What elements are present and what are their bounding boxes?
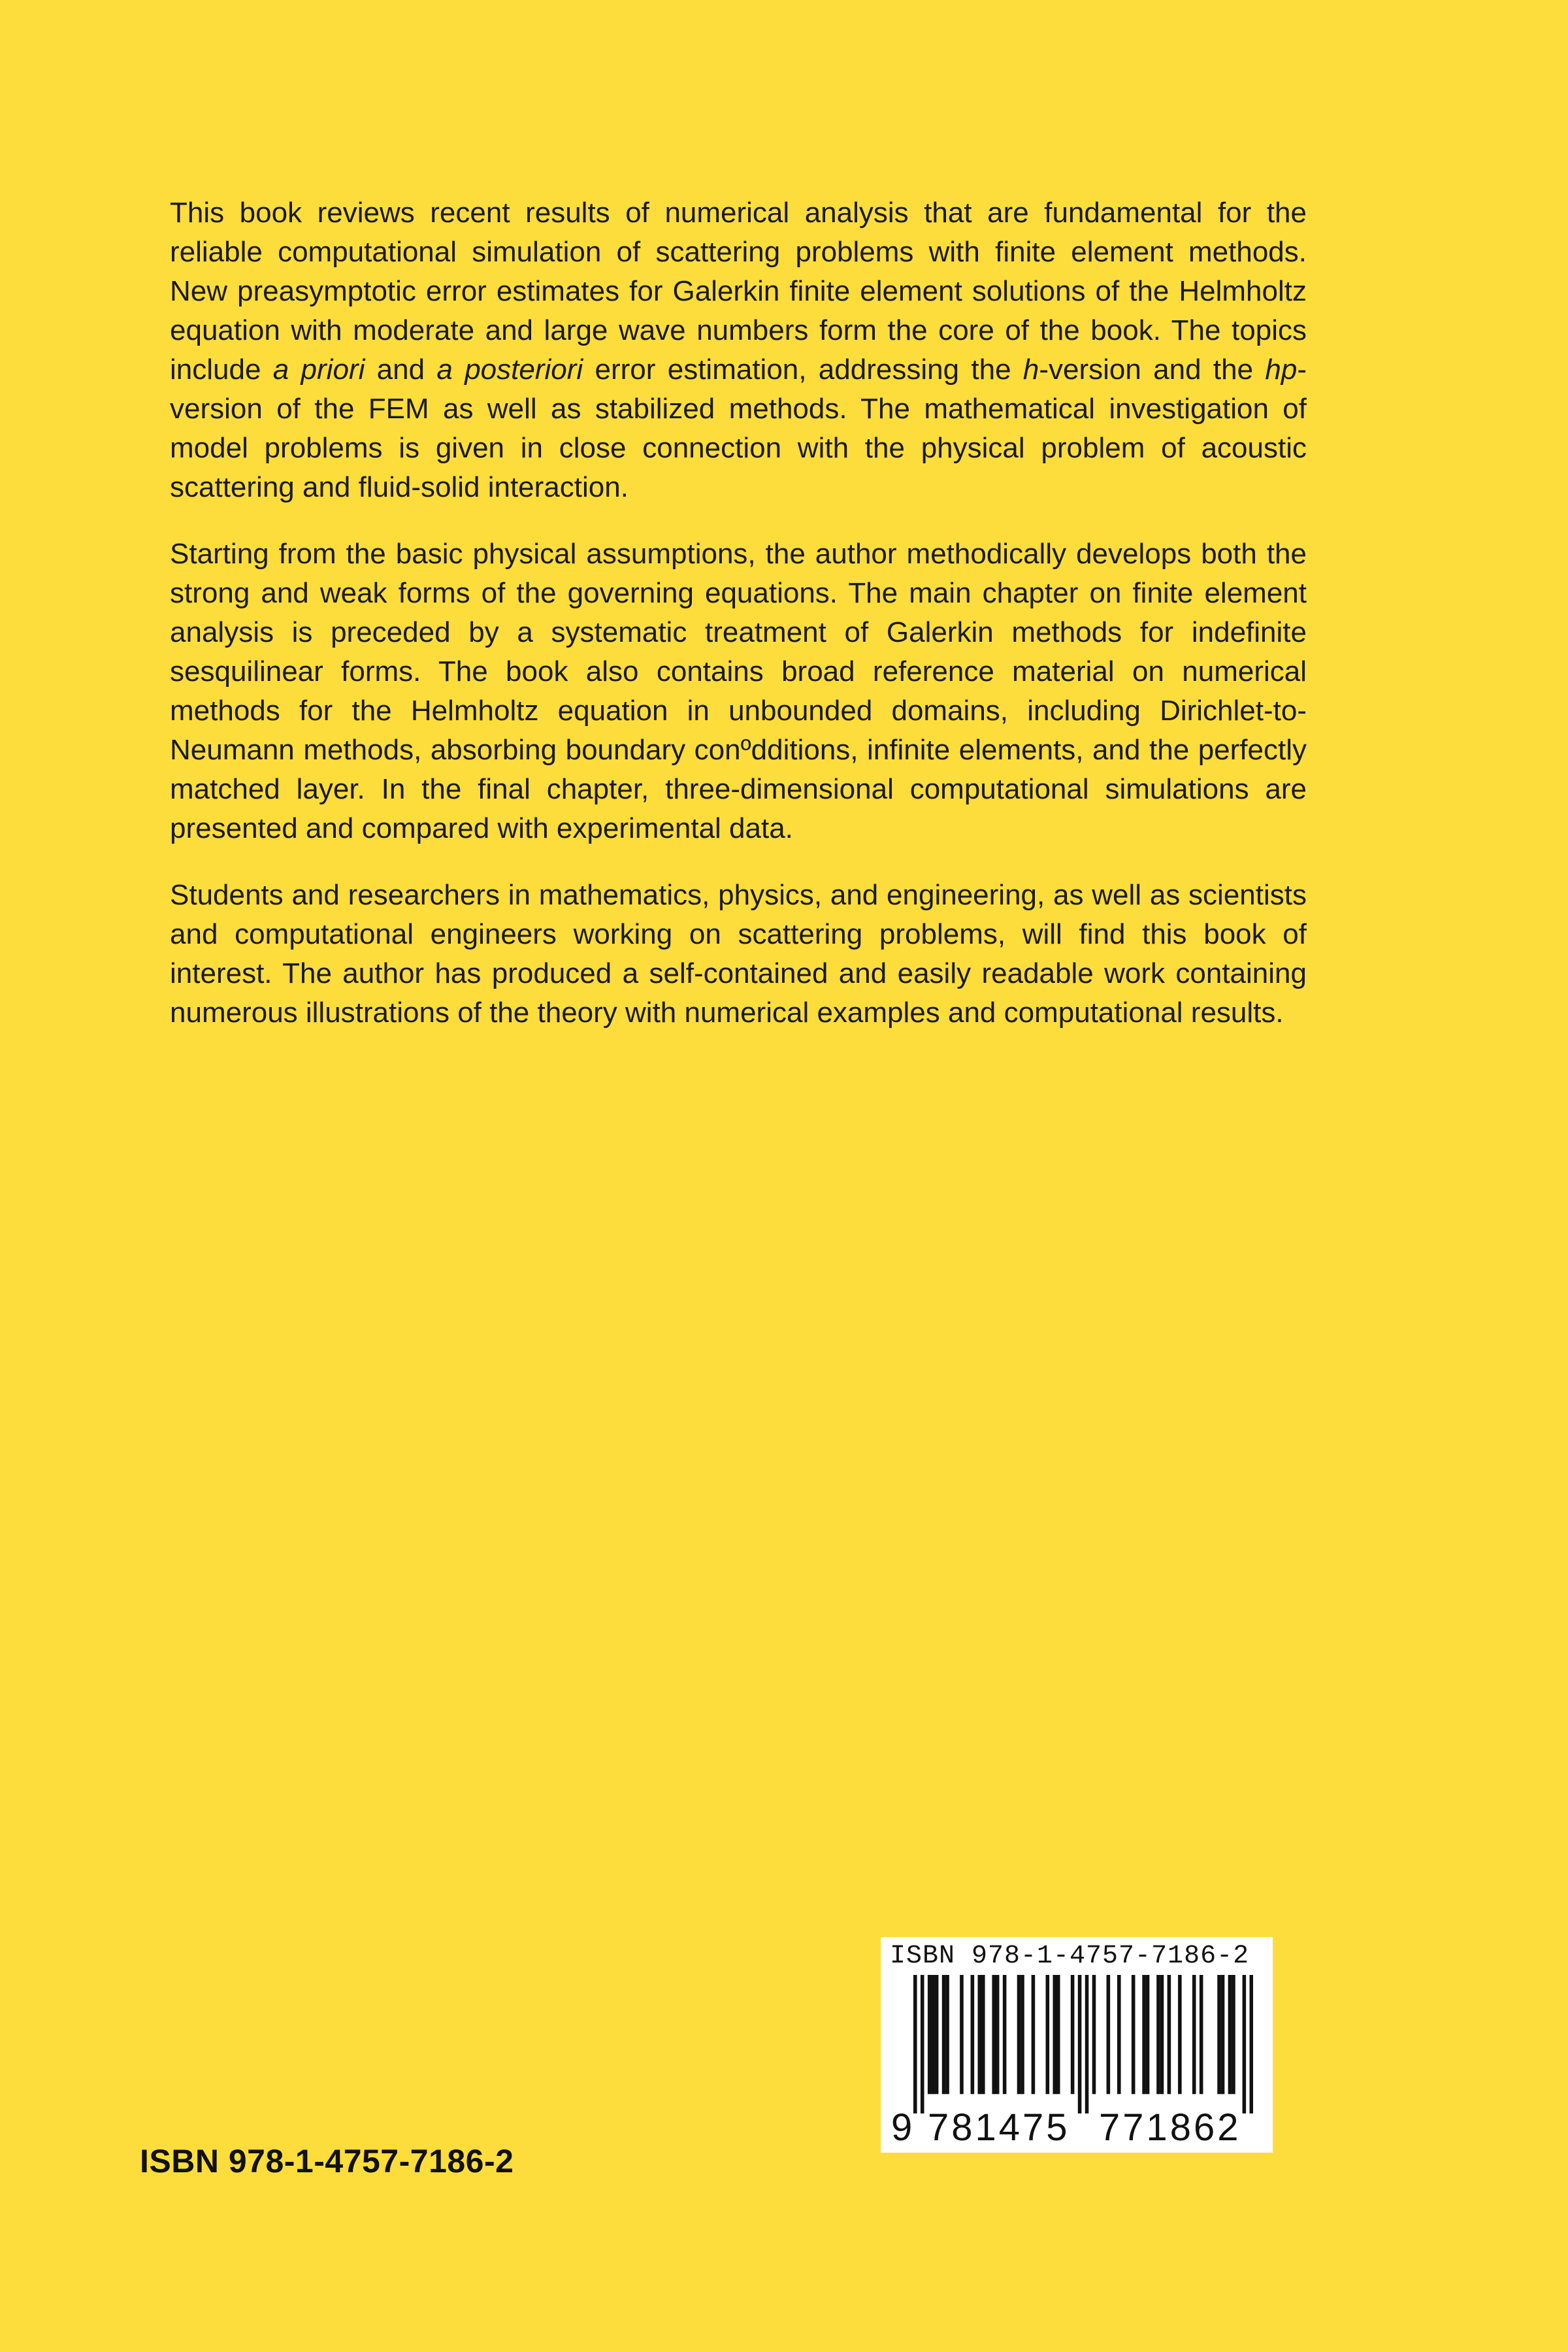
barcode-bar	[931, 1975, 935, 2094]
barcode-digits-left: 781475	[928, 2106, 1070, 2149]
italic-term: hp	[1265, 354, 1298, 386]
barcode-bar	[1017, 1975, 1021, 2094]
barcode-label	[881, 1937, 1273, 2153]
barcode-bar	[1168, 1975, 1171, 2094]
barcode-bar	[1160, 1975, 1164, 2094]
barcode-bar	[928, 1975, 932, 2094]
barcode-bar	[1200, 1975, 1203, 2094]
barcode-digit-first: 9	[891, 2106, 913, 2149]
barcode-bar	[1046, 1975, 1050, 2094]
paragraph-text: -version and the	[1039, 354, 1266, 386]
blurb-text	[170, 193, 1307, 1060]
barcode-bars	[913, 1975, 1253, 2113]
paragraph-text: This book reviews recent results of numerical analysis that are fundamental for the reliable computational simulation of scattering problems with finite element methods. New preasymptotic error estimates for Galerkin finite element solutions of the Helmholtz equation with moderate and large wave numbers form the core of the book. The topics include	[170, 197, 1307, 386]
barcode-bar	[945, 1975, 949, 2094]
barcode-bar	[1056, 1975, 1060, 2094]
barcode-bar	[1053, 1975, 1056, 2094]
barcode-bar	[1117, 1975, 1121, 2094]
barcode-bar	[981, 1975, 985, 2094]
barcode-bar	[1217, 1975, 1221, 2094]
barcode-bar	[913, 1975, 917, 2113]
barcode-bar	[1192, 1975, 1196, 2094]
barcode-bar	[1107, 1975, 1111, 2094]
italic-term: a posteriori	[436, 354, 583, 386]
barcode-bar	[992, 1975, 996, 2094]
barcode-isbn-text: ISBN 978-1-4757-7186-2	[890, 1942, 1250, 1971]
barcode-bar	[1085, 1975, 1089, 2113]
paragraph-text: error estimation, addressing the	[583, 354, 1023, 386]
blurb-paragraph-2	[170, 535, 1307, 848]
barcode-bar	[935, 1975, 939, 2094]
barcode-bar	[1243, 1975, 1247, 2113]
paragraph-text: -version of the FEM as well as stabilized methods. The mathematical investigation of model problems is given in close connection with the physical problem of acoustic scattering and fluid-solid interaction.	[170, 354, 1307, 503]
barcode-bar	[1132, 1975, 1135, 2094]
barcode-bar	[1032, 1975, 1036, 2094]
barcode-bar	[978, 1975, 982, 2094]
barcode-bar	[1232, 1975, 1235, 2094]
barcode-bar	[1003, 1975, 1007, 2094]
paragraph-text: and	[365, 354, 437, 386]
barcode-bar	[1221, 1975, 1225, 2094]
barcode-digits-right: 771862	[1099, 2106, 1241, 2149]
barcode-bar	[1092, 1975, 1096, 2094]
barcode-bar	[1156, 1975, 1160, 2094]
barcode-bar	[921, 1975, 924, 2113]
barcode-bar	[1178, 1975, 1182, 2094]
blurb-paragraph-3	[170, 876, 1307, 1033]
barcode-bar	[1071, 1975, 1075, 2094]
paragraph-text: Students and researchers in mathematics, physics, and engineering, as well as scientists and computational engineers working on scattering problems, will find this book of interest. The author has produced a self-contained and easily readable work containing numerous illustrations of the theory with numerical examples and computational results.	[170, 879, 1307, 1029]
paragraph-text: Starting from the basic physical assumptions, the author methodically develops both the strong and weak forms of the governing equations. The main chapter on finite element analysis is preceded by a systematic treatment of Galerkin methods for indefinite sesquilinear forms. The book also contains broad reference material on numerical methods for the Helmholtz equation in unbounded domains, including Dirichlet-to-Neumann methods, absorbing boundary conºdditions, infinite elements, and the perfectly matched layer. In the final chapter, three-dimensional computational simulations are presented and compared with experimental data.	[170, 538, 1307, 844]
barcode-bar	[1021, 1975, 1024, 2094]
barcode-bar	[971, 1975, 975, 2094]
barcode-bar	[996, 1975, 1000, 2094]
barcode-bar	[1078, 1975, 1082, 2113]
barcode-bar	[942, 1975, 946, 2094]
barcode-bar	[960, 1975, 964, 2094]
barcode-bar	[1250, 1975, 1253, 2113]
barcode-bar	[1228, 1975, 1232, 2094]
blurb-paragraph-1	[170, 193, 1307, 507]
barcode-bar	[1142, 1975, 1146, 2094]
italic-term: a priori	[272, 354, 365, 386]
barcode-digits	[889, 2108, 1267, 2147]
barcode-bar	[1146, 1975, 1150, 2094]
italic-term: h	[1022, 354, 1039, 386]
isbn-label: ISBN 978-1-4757-7186-2	[140, 2143, 514, 2179]
